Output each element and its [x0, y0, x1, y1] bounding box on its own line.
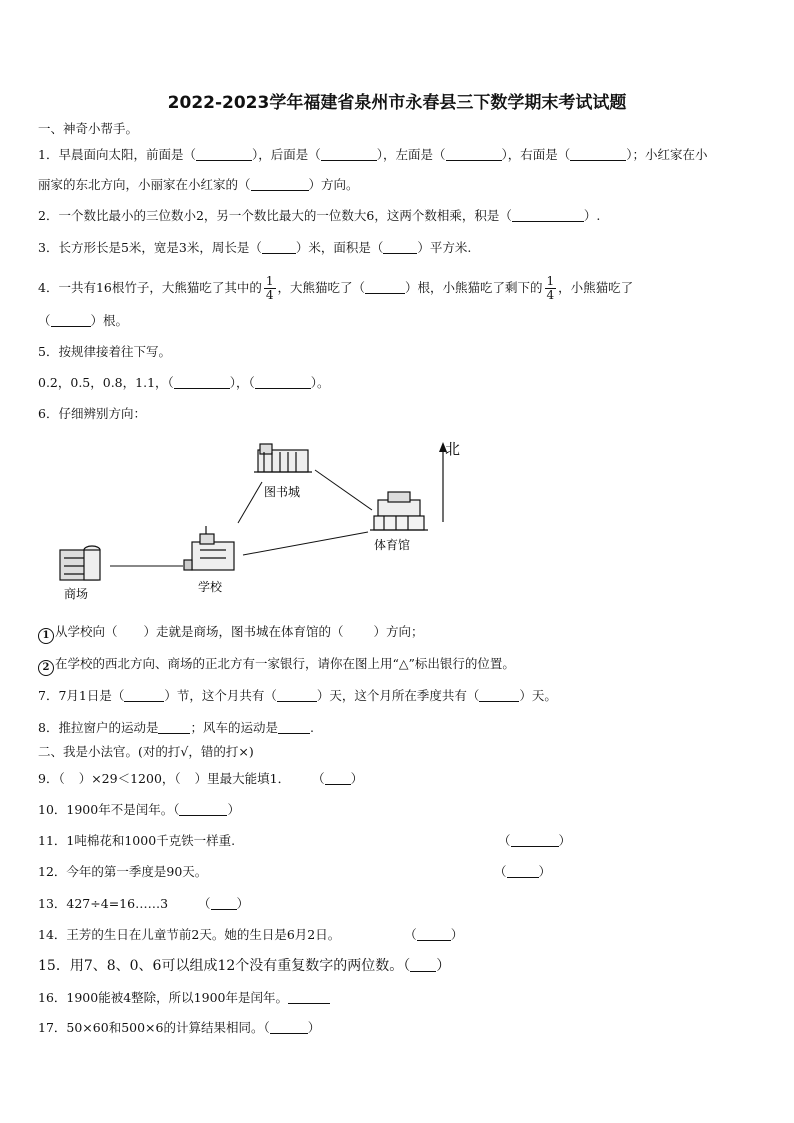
- blank-school-to-mall[interactable]: [118, 626, 144, 638]
- judge-q17[interactable]: [270, 1021, 308, 1034]
- page-title: 2022-2023学年福建省泉州市永春县三下数学期末考试试题: [167, 93, 627, 113]
- school-label: 学校: [197, 580, 223, 594]
- blank-quarter-days[interactable]: [479, 689, 519, 702]
- question-3: 3．长方形长是5米，宽是3米，周长是（ ）米，面积是（ ）平方米.: [38, 240, 472, 255]
- circled-number-2: 2: [38, 660, 54, 676]
- blank-month-days[interactable]: [277, 689, 317, 702]
- judge-q15[interactable]: [410, 959, 436, 972]
- question-12: 12．今年的第一季度是90天。: [38, 864, 208, 879]
- question-12-answer: （ ）: [494, 864, 552, 879]
- circled-number-1: 1: [38, 628, 54, 644]
- question-11-answer: （ ）: [498, 833, 572, 848]
- judge-q10[interactable]: [179, 803, 227, 816]
- mall-label: 商场: [63, 587, 89, 601]
- gym-building-icon: [370, 492, 428, 530]
- question-14: 14．王芳的生日在儿童节前2天。她的生日是6月2日。 （ ）: [38, 927, 464, 942]
- blank-seq-2[interactable]: [255, 376, 311, 389]
- blank-library-direction[interactable]: [344, 626, 374, 638]
- question-11: 11．1吨棉花和1000千克铁一样重.: [38, 833, 236, 848]
- blank-perimeter[interactable]: [262, 241, 296, 254]
- judge-q13[interactable]: [211, 897, 237, 910]
- question-8: 8．推拉窗户的运动是 ；风车的运动是 .: [38, 720, 314, 735]
- judge-q12[interactable]: [507, 865, 539, 878]
- mall-building-icon: [60, 546, 100, 580]
- gym-label: 体育馆: [373, 538, 411, 552]
- section-2-heading: 二、我是小法官。(对的打√，错的打×): [38, 744, 254, 759]
- blank-direction[interactable]: [251, 178, 309, 191]
- blank-red-panda-eaten[interactable]: [51, 314, 91, 327]
- direction-map: [40, 430, 460, 610]
- line-school-gym: [243, 532, 368, 555]
- question-4: 4．一共有16根竹子，大熊猫吃了其中的 $\frac{1}{4}$ ，大熊猫吃了（ ）根，小熊猫吃了剩下的 $\frac{1}{4}$ ，小熊猫吃了: [38, 274, 634, 302]
- question-5: 5．按规律接着往下写。: [38, 344, 171, 359]
- school-building-icon: [184, 526, 234, 570]
- blank-window-motion[interactable]: [158, 721, 190, 734]
- question-2: 2．一个数比最小的三位数小2，另一个数比最大的一位数大6，这两个数相乘，积是（ ）.: [38, 208, 601, 223]
- question-9: 9．（ ）×29＜1200，（ ）里最大能填1． （ ）: [38, 771, 364, 786]
- blank-area[interactable]: [383, 241, 417, 254]
- judge-q11[interactable]: [511, 834, 559, 847]
- section-1-heading: 一、神奇小帮手。: [38, 121, 139, 136]
- question-6-part-1: 1 从学校向（ ）走就是商场，图书城在体育馆的（ ）方向；: [38, 624, 424, 644]
- blank-panda-eaten[interactable]: [365, 281, 405, 294]
- question-7: 7．7月1日是（ ）节，这个月共有（ ）天，这个月所在季度共有（ ）天。: [38, 688, 557, 703]
- question-16: 16．1900能被4整除，所以1900年是闰年。: [38, 990, 330, 1006]
- fraction-one-quarter: $\frac{1}{4}$: [265, 274, 274, 302]
- blank-left[interactable]: [446, 148, 502, 161]
- judge-q16[interactable]: [288, 991, 330, 1004]
- blank-product[interactable]: [512, 209, 584, 222]
- blank-holiday[interactable]: [124, 689, 164, 702]
- blank-seq-1[interactable]: [174, 376, 230, 389]
- line-school-library: [238, 482, 262, 523]
- blank-front[interactable]: [196, 148, 252, 161]
- north-label: 北: [444, 440, 460, 458]
- line-library-gym: [315, 470, 372, 510]
- judge-q9[interactable]: [325, 772, 351, 785]
- blank-windmill-motion[interactable]: [278, 721, 310, 734]
- blank-back[interactable]: [321, 148, 377, 161]
- question-1-cont: 丽家的东北方向，小丽家在小红家的（ ）方向。: [38, 177, 359, 192]
- blank-q9-1[interactable]: [65, 773, 79, 785]
- question-1: 1．早晨面向太阳，前面是（ ），后面是（ ），左面是（ ），右面是（ ）；小红家在小: [38, 147, 708, 162]
- blank-right[interactable]: [570, 148, 626, 161]
- question-6-part-2: 2 在学校的西北方向、商场的正北方有一家银行，请你在图上用“△”标出银行的位置。: [38, 656, 515, 676]
- question-15: 15．用7、8、0、6可以组成12个没有重复数字的两位数。（ ）: [38, 958, 451, 974]
- blank-q9-2[interactable]: [181, 773, 195, 785]
- question-10: 10．1900年不是闰年。（ ）: [38, 802, 240, 817]
- library-building-icon: [254, 444, 312, 472]
- question-4-cont: （ ）根。: [38, 313, 129, 328]
- fraction-one-quarter-2: $\frac{1}{4}$: [546, 274, 555, 302]
- question-6: 6．仔细辨别方向：: [38, 406, 146, 421]
- judge-q14[interactable]: [417, 928, 451, 941]
- library-label: 图书城: [263, 485, 301, 499]
- question-5-sequence: 0.2，0.5，0.8，1.1，（ ），（ ）。: [38, 375, 330, 390]
- question-13: 13．427÷4=16……3 （ ）: [38, 896, 250, 911]
- question-17: 17．50×60和500×6的计算结果相同。（ ）: [38, 1020, 321, 1035]
